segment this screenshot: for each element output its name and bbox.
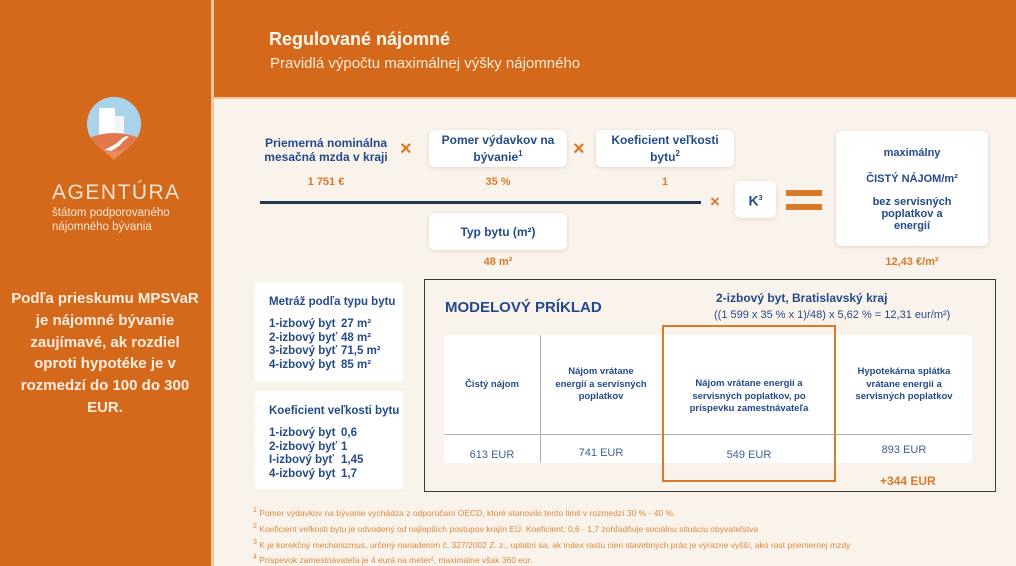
footnote: $^1$ Pomer výdavkov na bývanie vychádza z odporúčaní OECD, ktoré stanovilo tento limit v rozmedzí 30 % - 40 %. [253,507,676,518]
size-coefficient-label: Koeficient veľkosti bytu$^2$ [611,133,719,164]
multiply-icon: × [573,138,585,160]
column-value: 613 EUR [469,449,515,461]
flat-type-card [429,213,567,250]
expense-ratio-value: 35 % [485,176,511,188]
fraction-line [260,201,701,204]
footnotes [253,504,850,566]
table-column [540,335,662,463]
expense-ratio-label: Pomer výdavkov na bývanie$^1$ [441,133,555,164]
wage-label: Priemerná nominálna mesačná mzda v kraji [264,136,388,164]
footnote-ref: 1 [518,149,523,158]
table-column [836,335,972,463]
coef-row: 4-izbový byt 1,7 [269,467,357,480]
table-column [444,335,540,463]
column-header: Čistý nájom [465,378,519,390]
k-coefficient-label: $K^3$ [748,192,763,209]
column-header: Hypotekárna splátka vrátane energií a servisných poplatkov [855,366,953,403]
footnote: $^2$ Koeficient veľkosti bytu je odvodený od najlepších postupov krajín EÚ. Koeficient: 0,6 - 1,7 zohľadňuje sociálnu situáciu obyvateľstva [253,522,759,534]
column-value: 741 EUR [578,447,624,459]
footnote-ref: 3 [758,194,763,202]
header-divider [214,97,1016,99]
footnote: $^4$ Príspevok zamestnávateľa je 4 eurá na meter², maximálne však 360 eur. [253,554,533,566]
map-pin-buildings-logo-icon [84,96,144,160]
survey-note: Podľa prieskumu MPSVaR je nájomné bývanie zaujímavé, ak rozdiel oproti hypotéke je v rozmedzí do 100 do 300 EUR. [11,290,199,416]
size-coefficient-box [255,391,403,489]
area-row: 1-izbový byt 27 m² [269,318,372,330]
coef-box-title: Koeficient veľkosti bytu [269,405,400,417]
coef-row: 1-izbový byt 0,6 [269,427,357,439]
brand-name: AGENTÚRA [52,181,181,204]
header-banner [214,0,1016,97]
area-box-title: Metráž podľa typu bytu [269,296,396,308]
size-coefficient-card [596,130,734,167]
column-header: Nájom vrátane energií a servisných poplatkov, po príspevku zamestnávateľa [689,378,809,415]
difference-value: +344 EUR [880,474,936,488]
multiply-icon: × [710,192,720,211]
coef-row: 2-izbový byť 1 [269,440,348,453]
page-title: Regulované nájomné [269,29,451,49]
footnote: $^3$ K je korekčný mechanizmus, určený nariadením č. 327/2002 Z. z., uplatní sa, ak index rastu cien stavebných prác je výrazne vyšší, ako rast priemernej mzdy [253,538,851,550]
flat-type-label: Typ bytu (m²) [460,224,536,239]
multiply-icon: × [400,138,412,160]
column-value: 893 EUR [881,444,927,456]
area-by-type-box [255,282,403,382]
table-divider [540,335,541,463]
page-subtitle: Pravidlá výpočtu maximálnej výšky nájomného [270,55,581,72]
expense-ratio-card [429,130,567,167]
flat-type-value: 48 m² [483,256,513,268]
result-line-2: ČISTÝ NÁJOM/m² [866,172,958,185]
k-coefficient-card [735,181,776,218]
equals-icon-top [786,190,822,196]
highlighted-column-frame [662,325,836,482]
wage-value: 1 751 € [307,176,345,188]
result-line-1: maximálny [883,146,941,159]
model-example-calculation: ((1 599 x 35 % x 1)/48) x 5,62 % = 12,31 eur/m²) [714,309,951,321]
size-coefficient-value: 1 [661,176,669,188]
footnote-ref: 2 [675,149,680,158]
sidebar [0,0,211,566]
result-value: 12,43 €/m² [885,256,939,268]
brand-tagline-line-2: nájomného bývania [52,221,152,233]
brand-tagline-line-1: štátom podporovaného [52,207,170,219]
model-example-title: MODELOVÝ PRÍKLAD [445,299,602,316]
coef-row: I-izbový byť 1,45 [269,454,364,466]
area-row: 3-izbový byť 71,5 m² [269,345,381,357]
equals-icon-bottom [786,204,822,210]
result-line-3: bez servisných poplatkov a energií [872,195,952,232]
brand-tagline [52,206,212,234]
area-row: 2-izbový byť 48 m² [269,331,372,344]
result-card [836,131,988,246]
column-value: 549 EUR [726,449,772,461]
model-example-case: 2-izbový byt, Bratislavský kraj [716,291,888,305]
area-row: 4-izbový byt 85 m² [269,358,372,371]
column-header: Nájom vrátane energií a servisných poplatkov [555,366,647,403]
